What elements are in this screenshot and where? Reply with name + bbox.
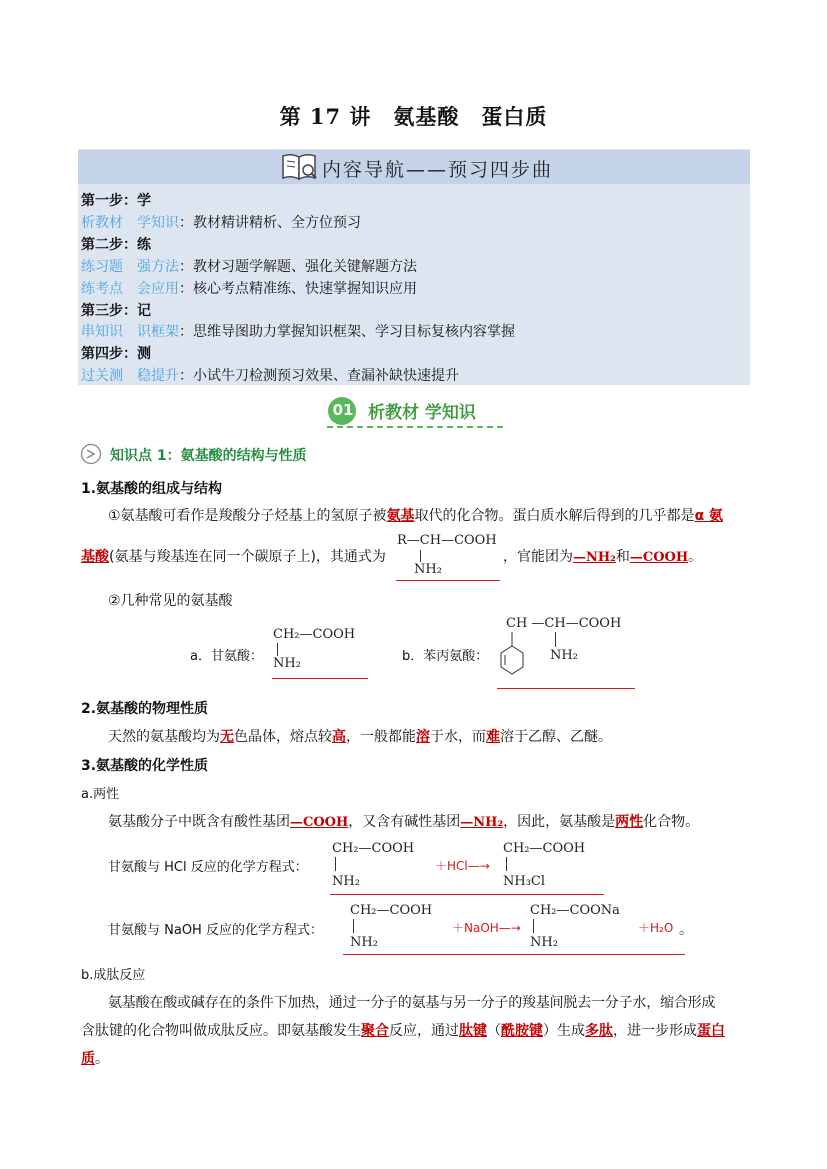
step-2-item-2: [81, 278, 417, 298]
knowledge-point-title: 知识点 1：氨基酸的结构与性质: [110, 448, 307, 464]
step-2-item-1: [81, 256, 417, 276]
bond-line: [420, 550, 421, 562]
bond-line: [506, 857, 507, 871]
nav-text: ：小试牛刀检测预习效果、查漏补缺快速提升: [179, 368, 459, 384]
text: 溶于乙醇、乙醚。: [500, 729, 612, 745]
naoh-equation-label: 甘氨酸与 NaOH 反应的化学方程式：: [108, 923, 323, 938]
chevron-circle-icon: [80, 443, 102, 465]
subheading-amphoteric: a.两性: [81, 787, 120, 802]
general-formula-top: R—CH—COOH: [397, 533, 497, 548]
bond-line: [533, 919, 534, 933]
text: 反应，通过: [389, 1023, 459, 1039]
text: 色晶体，熔点较: [234, 729, 332, 745]
answer-line: [272, 678, 368, 679]
benzene-ring-icon: [497, 632, 527, 684]
keyword: 肽键: [459, 1023, 487, 1039]
keyword: 聚合: [361, 1023, 389, 1039]
text: 化合物。: [643, 814, 700, 830]
keyword: 溶: [416, 729, 430, 745]
naoh-water: ＋H₂O: [638, 921, 674, 935]
keyword: 基酸: [81, 549, 109, 565]
bond-line: [555, 632, 556, 647]
answer-line: [330, 894, 604, 895]
text: ，一般都能: [346, 729, 416, 745]
keyword: —NH₂: [573, 550, 616, 565]
subheading-peptide: b.成肽反应: [81, 968, 146, 983]
text: 取代的化合物。蛋白质水解后得到的几乎都是: [414, 508, 695, 524]
keyword: 难: [486, 729, 500, 745]
keyword: 质: [81, 1051, 95, 1067]
text: ）生成: [543, 1023, 585, 1039]
glycine-label: a．甘氨酸：: [190, 649, 263, 664]
keyword: 无: [220, 729, 234, 745]
text: (氨基与羧基连在同一个碳原子上)，其通式为: [109, 549, 386, 565]
section-number: 01: [332, 401, 354, 419]
text: ，因此，氨基酸是: [503, 814, 616, 830]
heading-chemical-properties: 3.氨基酸的化学性质: [81, 758, 209, 774]
naoh-right-top: CH₂—COONa: [530, 903, 620, 918]
general-formula-bottom: NH₂: [414, 562, 442, 577]
text: ，官能团为: [503, 549, 573, 565]
nav-label: 过关测 稳提升: [81, 368, 179, 384]
paragraph-line: [81, 1020, 725, 1040]
keyword: 两性: [615, 814, 644, 830]
bond-line: [353, 919, 354, 933]
text: 含肽键的化合物叫做成肽反应。即氨基酸发生: [81, 1023, 361, 1039]
nav-text: ：教材精讲精析、全方位预习: [179, 215, 361, 231]
naoh-left-top: CH₂—COOH: [350, 903, 433, 918]
phenylalanine-label: b．苯丙氨酸：: [402, 649, 489, 664]
naoh-left-bottom: NH₂: [350, 935, 378, 950]
nav-text: ：思维导图助力掌握知识框架、学习目标复核内容掌握: [179, 324, 515, 340]
book-icon: [280, 150, 320, 184]
hcl-equation-label: 甘氨酸与 HCl 反应的化学方程式：: [108, 860, 308, 875]
naoh-period: 。: [679, 922, 693, 938]
naoh-reagent: ＋NaOH—→: [452, 921, 521, 935]
section-title: 析教材 学知识: [368, 403, 476, 423]
step-4: 第四步：测: [81, 346, 151, 362]
heading-physical-properties: 2.氨基酸的物理性质: [81, 701, 209, 717]
text: 。: [688, 549, 703, 565]
paragraph-line: [108, 505, 723, 525]
text: 氨基酸分子中既含有酸性基团: [108, 814, 290, 830]
paragraph-line: [108, 726, 612, 746]
keyword: 多肽: [585, 1023, 613, 1039]
nav-text: ：核心考点精准练、快速掌握知识应用: [179, 281, 417, 297]
section-underline: [327, 426, 503, 428]
step-2: 第二步：练: [81, 237, 151, 253]
paragraph-line: 氨基酸在酸或碱存在的条件下加热，通过一分子的氨基与另一分子的羧基间脱去一分子水，缩合形成: [108, 995, 716, 1011]
heading-composition: 1.氨基酸的组成与结构: [81, 481, 223, 497]
hcl-left-bottom: NH₂: [332, 874, 360, 889]
text: ①氨基酸可看作是羧酸分子烃基上的氢原子被: [108, 508, 387, 524]
text: ，又含有碱性基团: [348, 814, 461, 830]
keyword: 酰胺键: [501, 1023, 543, 1039]
paragraph-line: [81, 1048, 109, 1068]
glycine-formula-top: CH₂—COOH: [273, 627, 356, 642]
phenylalanine-formula-top: CH —CH—COOH: [506, 616, 622, 631]
keyword: 高: [332, 729, 346, 745]
nav-text: ：教材习题学解题、强化关键解题方法: [179, 259, 417, 275]
text: 天然的氨基酸均为: [108, 729, 220, 745]
answer-line: [396, 580, 500, 581]
step-1-item: [81, 212, 361, 232]
text: （: [487, 1023, 501, 1039]
naoh-right-bottom: NH₂: [530, 935, 558, 950]
step-4-item: [81, 365, 459, 385]
page-title: 第 17 讲 氨基酸 蛋白质: [279, 104, 548, 129]
answer-line: [343, 954, 685, 955]
keyword: 氨基: [386, 508, 415, 524]
nav-label: 练习题 强方法: [81, 259, 179, 275]
hcl-right-bottom: NH₃Cl: [503, 874, 546, 889]
nav-label: 串知识 识框架: [81, 324, 179, 340]
hcl-reagent: ＋HCl—→: [435, 859, 490, 873]
text: 和: [615, 549, 630, 565]
answer-line: [497, 688, 635, 689]
text: ，进一步形成: [613, 1023, 697, 1039]
nav-label: 析教材 学知识: [81, 215, 179, 231]
paragraph-line: [503, 546, 702, 566]
phenylalanine-formula-bottom: NH₂: [550, 648, 578, 663]
paragraph-line: [81, 546, 386, 566]
text: 于水，而: [430, 729, 486, 745]
nav-label: 练考点 会应用: [81, 281, 179, 297]
keyword: —COOH: [629, 550, 689, 565]
keyword: —COOH: [290, 815, 349, 830]
hcl-left-top: CH₂—COOH: [332, 841, 415, 856]
subheading-common-amino-acids: ②几种常见的氨基酸: [108, 593, 233, 609]
bond-line: [335, 857, 336, 871]
bond-line: [277, 643, 278, 656]
keyword: —NH₂: [460, 815, 504, 830]
keyword: α 氨: [694, 508, 724, 524]
nav-heading: 内容导航——预习四步曲: [322, 159, 554, 181]
step-3: 第三步：记: [81, 303, 151, 319]
paragraph-line: [108, 811, 699, 831]
step-1: 第一步：学: [81, 193, 151, 209]
step-3-item: [81, 321, 515, 341]
keyword: 蛋白: [697, 1023, 725, 1039]
hcl-right-top: CH₂—COOH: [503, 841, 586, 856]
text: 。: [95, 1051, 109, 1067]
glycine-formula-bottom: NH₂: [273, 656, 301, 671]
